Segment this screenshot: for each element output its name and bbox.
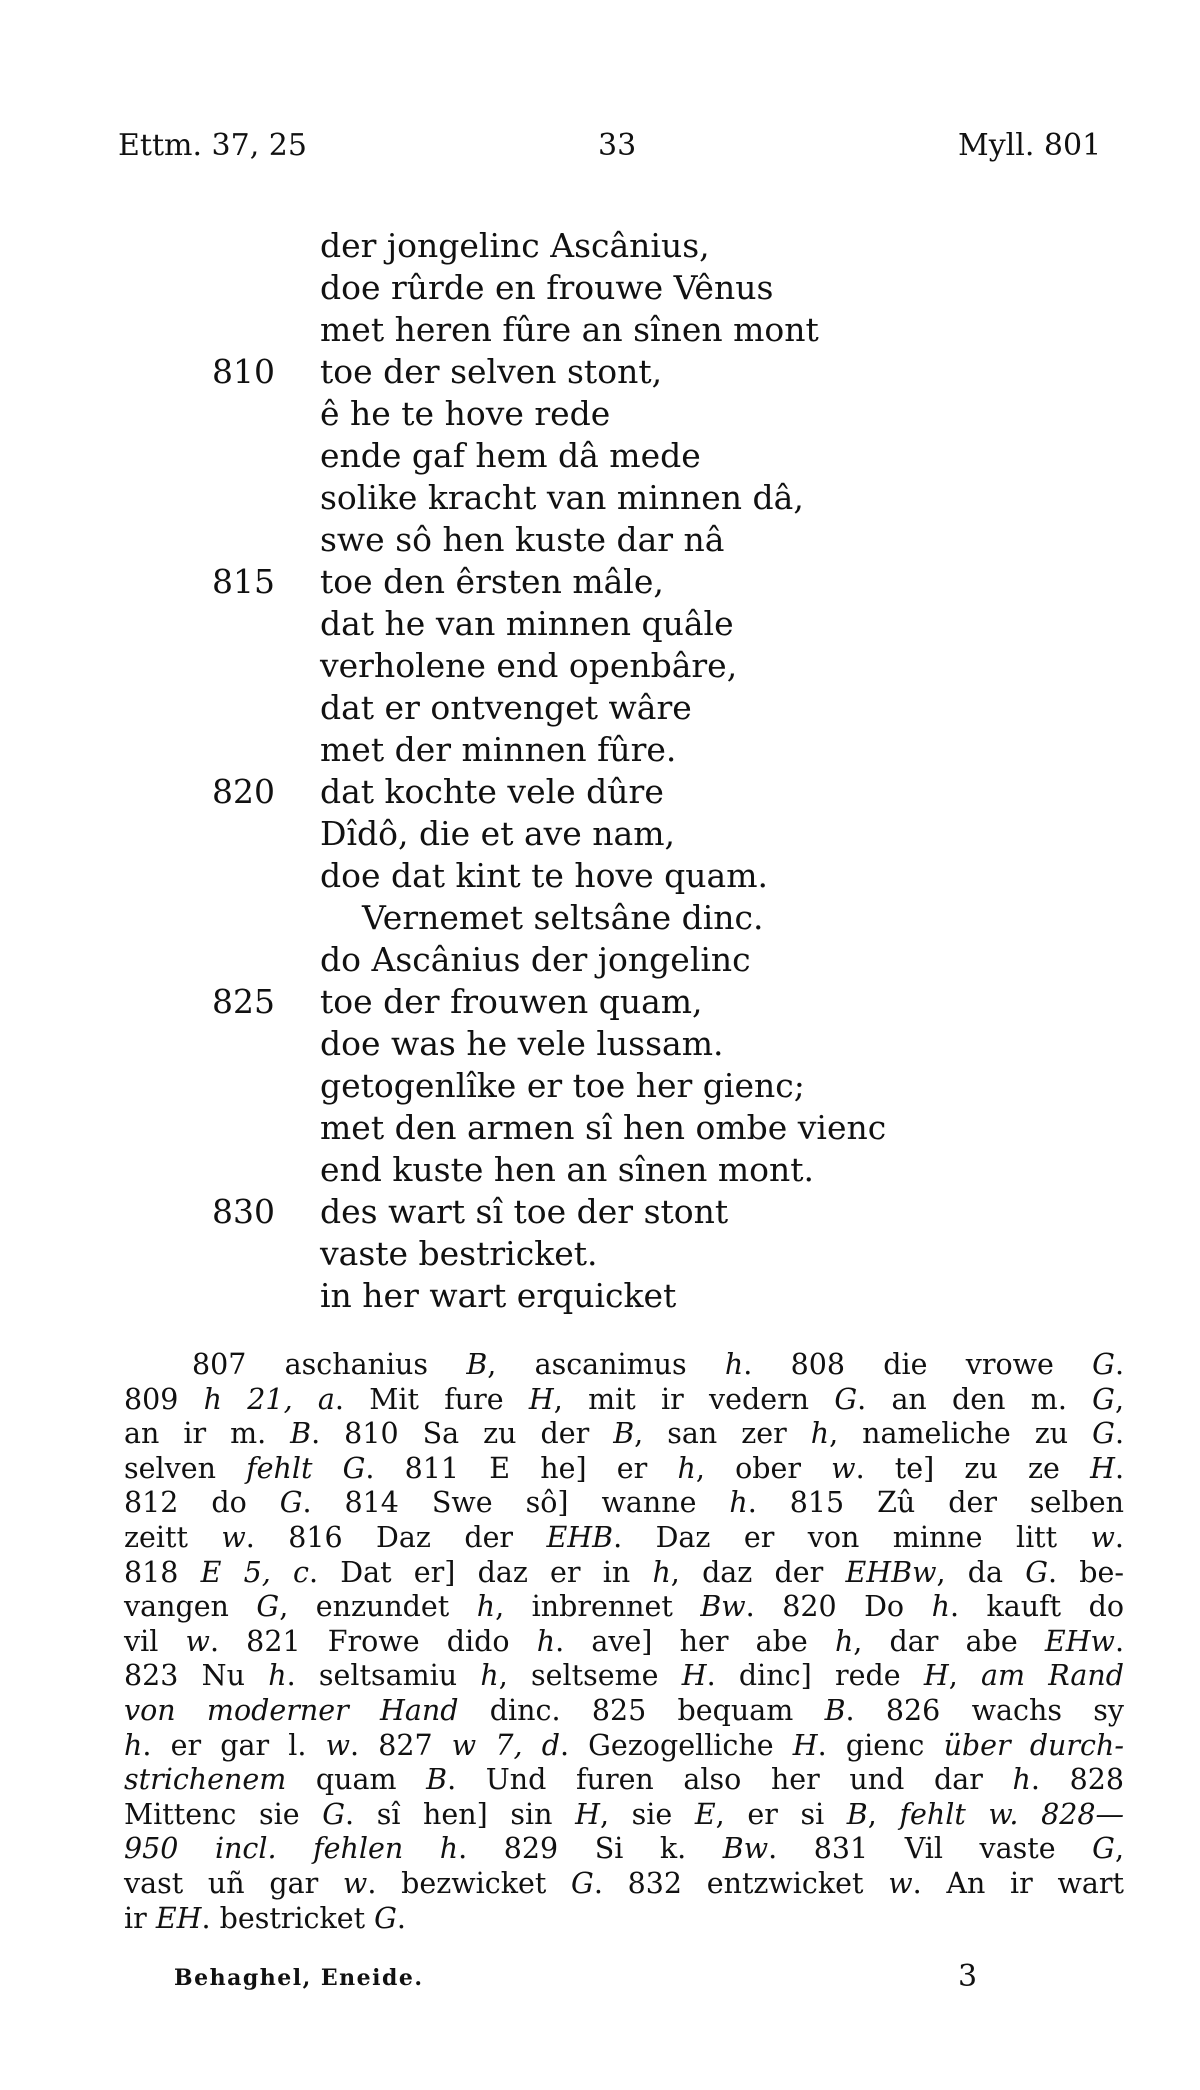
verse-line (0, 351, 1200, 393)
apparatus-siglum: G (1025, 1555, 1048, 1589)
verse-number: 825 (212, 982, 275, 1021)
apparatus-text: . ave] her abe (555, 1624, 835, 1658)
apparatus-text: , (1114, 1382, 1124, 1416)
verse-line (0, 561, 1200, 603)
verse-line (0, 477, 1200, 519)
apparatus-siglum: h (677, 1451, 696, 1485)
apparatus-text: . (1114, 1520, 1124, 1554)
apparatus-text: , enzundet (279, 1590, 477, 1624)
apparatus-text: . 831 Vil vaste (768, 1832, 1093, 1866)
apparatus-text: . 827 (350, 1728, 452, 1762)
apparatus-text: . 828 (1030, 1763, 1124, 1797)
verse-line (0, 813, 1200, 855)
apparatus-siglum: h (810, 1417, 830, 1451)
apparatus-text: . (1114, 1417, 1124, 1451)
verse-text: der jongelinc Ascânius, (320, 226, 710, 265)
apparatus-siglum: G (374, 1901, 397, 1935)
verse-text: solike kracht van minnen dâ, (320, 478, 804, 517)
verse-line (0, 687, 1200, 729)
verse-number: 830 (212, 1192, 275, 1231)
apparatus-text: , da (936, 1555, 1026, 1589)
verse-text: met der minnen fûre. (320, 730, 677, 769)
verse-number: 815 (212, 562, 275, 601)
verse-line (0, 1191, 1200, 1233)
apparatus-line (124, 1383, 1124, 1418)
verse-text: toe der frouwen quam, (320, 982, 703, 1021)
apparatus-text: . 832 entzwicket (593, 1866, 889, 1900)
apparatus-siglum: fehlt w. 828— (899, 1797, 1124, 1831)
apparatus-line (124, 1867, 1124, 1902)
verse-line (0, 1107, 1200, 1149)
apparatus-line (124, 1694, 1124, 1729)
apparatus-siglum: h (480, 1659, 499, 1693)
verse-text: vaste bestricket. (320, 1234, 598, 1273)
verse-text: ende gaf hem dâ mede (320, 436, 701, 475)
page-footer (0, 1959, 1200, 2005)
apparatus-siglum: B (824, 1693, 846, 1727)
apparatus-text: , (867, 1797, 900, 1831)
verse-line (0, 855, 1200, 897)
verse-line (0, 1275, 1200, 1317)
apparatus-line (124, 1590, 1124, 1625)
verse-number: 820 (212, 772, 275, 811)
verse-line (0, 1023, 1200, 1065)
apparatus-text: . be- (1047, 1555, 1124, 1589)
apparatus-siglum: G (256, 1590, 280, 1624)
apparatus-siglum: G (834, 1382, 858, 1416)
apparatus-siglum: von moderner Hand (124, 1693, 459, 1727)
apparatus-siglum: H (681, 1659, 707, 1693)
apparatus-text: 812 do (124, 1486, 280, 1520)
apparatus-line (124, 1521, 1124, 1556)
apparatus-siglum: h (268, 1659, 287, 1693)
apparatus-text: . te] zu ze (855, 1451, 1091, 1485)
apparatus-line (124, 1556, 1124, 1591)
apparatus-text: vil (124, 1624, 186, 1658)
verse-line (0, 519, 1200, 561)
apparatus-siglum: h (931, 1590, 950, 1624)
verse-text: des wart sî toe der stont (320, 1192, 729, 1231)
verse-text: dat er ontvenget wâre (320, 688, 692, 727)
apparatus-siglum: w (342, 1866, 368, 1900)
apparatus-text: . 821 Frowe dido (209, 1624, 537, 1658)
verse-text: met heren fûre an sînen mont (320, 310, 819, 349)
apparatus-siglum: h (1012, 1763, 1031, 1797)
verse-line (0, 225, 1200, 267)
apparatus-text: . Und furen also her und dar (447, 1763, 1013, 1797)
apparatus-text: . (396, 1901, 406, 1935)
verse-text: getogenlîke er toe her gienc; (320, 1066, 805, 1105)
verse-line (0, 939, 1200, 981)
apparatus-siglum: h (724, 1348, 744, 1381)
apparatus-siglum: G (1092, 1382, 1115, 1416)
verse-line (0, 309, 1200, 351)
apparatus-text: . Mit fure (334, 1382, 529, 1416)
verse-text: toe den êrsten mâle, (320, 562, 664, 601)
apparatus-text: 823 Nu (124, 1659, 269, 1693)
apparatus-text: 809 (124, 1382, 204, 1416)
apparatus-text: . 826 wachs sy (845, 1693, 1124, 1727)
apparatus-text: selven (124, 1451, 247, 1485)
apparatus-text: . 808 die vrowe (743, 1348, 1093, 1381)
verse-text: met den armen sî hen ombe vienc (320, 1108, 887, 1147)
apparatus-line (124, 1729, 1124, 1764)
apparatus-line (124, 1348, 1124, 1383)
running-head (0, 128, 1200, 168)
verse-text: toe der selven stont, (320, 352, 663, 391)
apparatus-text: , dar abe (853, 1624, 1045, 1658)
apparatus-siglum: h 21, a (203, 1382, 335, 1416)
apparatus-text: . 820 Do (745, 1590, 932, 1624)
apparatus-siglum: w (1090, 1520, 1115, 1554)
verse-line (0, 645, 1200, 687)
verse-text: do Ascânius der jongelinc (320, 940, 751, 979)
apparatus-siglum: EHBw (845, 1555, 937, 1589)
header-right-reference: Myll. 801 (958, 128, 1102, 163)
verse-text: dat he van minnen quâle (320, 604, 734, 643)
apparatus-siglum: h (652, 1555, 671, 1589)
apparatus-line (124, 1486, 1124, 1521)
apparatus-siglum: EH (155, 1901, 202, 1935)
apparatus-siglum: H (1090, 1451, 1115, 1485)
apparatus-line (124, 1763, 1124, 1798)
apparatus-siglum: h (476, 1590, 496, 1624)
apparatus-siglum: w (325, 1728, 350, 1762)
apparatus-siglum: G (1092, 1417, 1115, 1451)
apparatus-siglum: w (185, 1624, 210, 1658)
apparatus-siglum: EHB (546, 1520, 614, 1554)
apparatus-text: . kauft do (949, 1590, 1124, 1624)
apparatus-text: , (1114, 1832, 1124, 1866)
apparatus-text: . Daz er von minne litt (613, 1520, 1091, 1554)
apparatus-line (124, 1625, 1124, 1660)
apparatus-siglum: w 7, d (451, 1728, 560, 1762)
apparatus-siglum: H (528, 1382, 554, 1416)
apparatus-text: . An ir wart (912, 1866, 1124, 1900)
apparatus-text: . er gar l. (142, 1728, 326, 1762)
apparatus-text: 818 (124, 1555, 201, 1589)
apparatus-text: , seltseme (498, 1659, 682, 1693)
page-number: 33 (598, 128, 637, 163)
apparatus-line (124, 1659, 1124, 1694)
apparatus-text: , san zer (634, 1417, 811, 1451)
apparatus-text: . 829 Si k. (458, 1832, 723, 1866)
apparatus-text: . (1114, 1624, 1125, 1658)
verse-text: verholene end openbâre, (320, 646, 738, 685)
apparatus-siglum: E 5, c (200, 1555, 309, 1589)
apparatus-text: . 815 Zû der selben (747, 1486, 1124, 1520)
apparatus-siglum: B (846, 1797, 868, 1831)
apparatus-siglum: H (923, 1659, 949, 1693)
verse-line (0, 981, 1200, 1023)
apparatus-text: , nameliche zu (829, 1417, 1093, 1451)
apparatus-text: ir (124, 1901, 156, 1935)
apparatus-siglum: B (290, 1417, 312, 1451)
apparatus-siglum: EHw (1044, 1624, 1115, 1658)
apparatus-text: , daz der (670, 1555, 846, 1589)
verse-number: 810 (212, 352, 275, 391)
apparatus-siglum: E (694, 1797, 716, 1831)
apparatus-text: vangen (124, 1590, 257, 1624)
apparatus-text: . 811 E he] er (365, 1451, 678, 1485)
verse-text: doe dat kint te hove quam. (320, 856, 769, 895)
apparatus-text: quam (286, 1763, 427, 1797)
gathering-number: 3 (958, 1959, 978, 1994)
verse-text: Dîdô, die et ave nam, (320, 814, 676, 853)
verse-text: doe was he vele lussam. (320, 1024, 724, 1063)
apparatus-siglum: G (279, 1486, 303, 1520)
verse-text: ê he te hove rede (320, 394, 611, 433)
apparatus-siglum: w (888, 1866, 913, 1900)
apparatus-siglum: H (575, 1797, 600, 1831)
verse-line (0, 729, 1200, 771)
verse-text: doe rûrde en frouwe Vênus (320, 268, 774, 307)
apparatus-text: , ober (695, 1451, 832, 1485)
apparatus-text: . sî hen] sin (345, 1797, 576, 1831)
apparatus-siglum: B (466, 1348, 488, 1381)
apparatus-line (124, 1798, 1124, 1833)
apparatus-siglum: Bw (700, 1590, 746, 1624)
verse-line (0, 393, 1200, 435)
verse-text: Vernemet seltsâne dinc. (362, 898, 764, 937)
apparatus-text: an ir m. (124, 1417, 291, 1451)
apparatus-siglum: B (613, 1417, 635, 1451)
verse-line (0, 1233, 1200, 1275)
apparatus-siglum: h (124, 1728, 143, 1762)
apparatus-text: vast uñ gar (124, 1866, 343, 1900)
apparatus-line (124, 1417, 1124, 1452)
apparatus-text: 807 aschanius (192, 1348, 467, 1381)
verse-line (0, 603, 1200, 645)
apparatus-text: . seltsamiu (286, 1659, 481, 1693)
verse-text: swe sô hen kuste dar nâ (320, 520, 725, 559)
apparatus-text: . (1114, 1451, 1124, 1485)
verse-line (0, 1065, 1200, 1107)
apparatus-line (124, 1902, 1124, 1937)
verse-text: in her wart erquicket (320, 1276, 677, 1315)
apparatus-line (124, 1452, 1124, 1487)
apparatus-siglum: G (322, 1797, 346, 1831)
apparatus-text: . an den m. (857, 1382, 1093, 1416)
verse-line (0, 771, 1200, 813)
apparatus-siglum: h (536, 1624, 556, 1658)
apparatus-text: Mittenc sie (124, 1797, 323, 1831)
apparatus-siglum: w (831, 1451, 856, 1485)
apparatus-text: . gienc (817, 1728, 944, 1762)
verse-text: dat kochte vele dûre (320, 772, 664, 811)
verse-line (0, 267, 1200, 309)
apparatus-siglum: am Rand (981, 1659, 1125, 1693)
apparatus-siglum: strichenem (124, 1763, 287, 1797)
apparatus-text: . (1114, 1348, 1124, 1381)
apparatus-siglum: G (1092, 1832, 1115, 1866)
apparatus-siglum: B (426, 1763, 448, 1797)
verse-line (0, 435, 1200, 477)
apparatus-text: , ascanimus (487, 1348, 725, 1381)
verse-text: end kuste hen an sînen mont. (320, 1150, 814, 1189)
apparatus-text: . bezwicket (367, 1866, 572, 1900)
verse-line (0, 897, 1200, 939)
apparatus-text: . 814 Swe sô] wanne (302, 1486, 730, 1520)
apparatus-siglum: G (571, 1866, 594, 1900)
apparatus-siglum: w (221, 1520, 246, 1554)
apparatus-text: . Dat er] daz er in (309, 1555, 653, 1589)
apparatus-siglum: Bw (722, 1832, 769, 1866)
apparatus-text: , sie (599, 1797, 695, 1831)
apparatus-text: , inbrennet (495, 1590, 701, 1624)
apparatus-siglum: h (729, 1486, 748, 1520)
critical-apparatus (124, 1348, 1124, 1936)
apparatus-siglum: fehlt G (246, 1451, 366, 1485)
apparatus-text: . 810 Sa zu der (311, 1417, 614, 1451)
apparatus-siglum: 950 incl. fehlen h (124, 1832, 459, 1866)
apparatus-text: . 816 Daz der (245, 1520, 547, 1554)
apparatus-text: , mit ir vedern (553, 1382, 835, 1416)
apparatus-text: zeitt (124, 1520, 222, 1554)
apparatus-text: . dinc] rede (706, 1659, 924, 1693)
apparatus-text: , er si (715, 1797, 847, 1831)
apparatus-siglum: H (792, 1728, 818, 1762)
signature-mark: Behaghel, Eneide. (174, 1965, 424, 1991)
apparatus-line (124, 1832, 1124, 1867)
apparatus-text: , (948, 1659, 982, 1693)
apparatus-siglum: G (1092, 1348, 1115, 1381)
apparatus-text: . bestricket (201, 1901, 375, 1935)
verse-text-block (0, 225, 1200, 1317)
verse-line (0, 1149, 1200, 1191)
apparatus-text: . Gezogelliche (559, 1728, 793, 1762)
apparatus-siglum: über durch- (943, 1728, 1124, 1762)
apparatus-siglum: h (834, 1624, 854, 1658)
apparatus-text: dinc. 825 bequam (458, 1693, 825, 1727)
header-left-reference: Ettm. 37, 25 (118, 128, 307, 163)
